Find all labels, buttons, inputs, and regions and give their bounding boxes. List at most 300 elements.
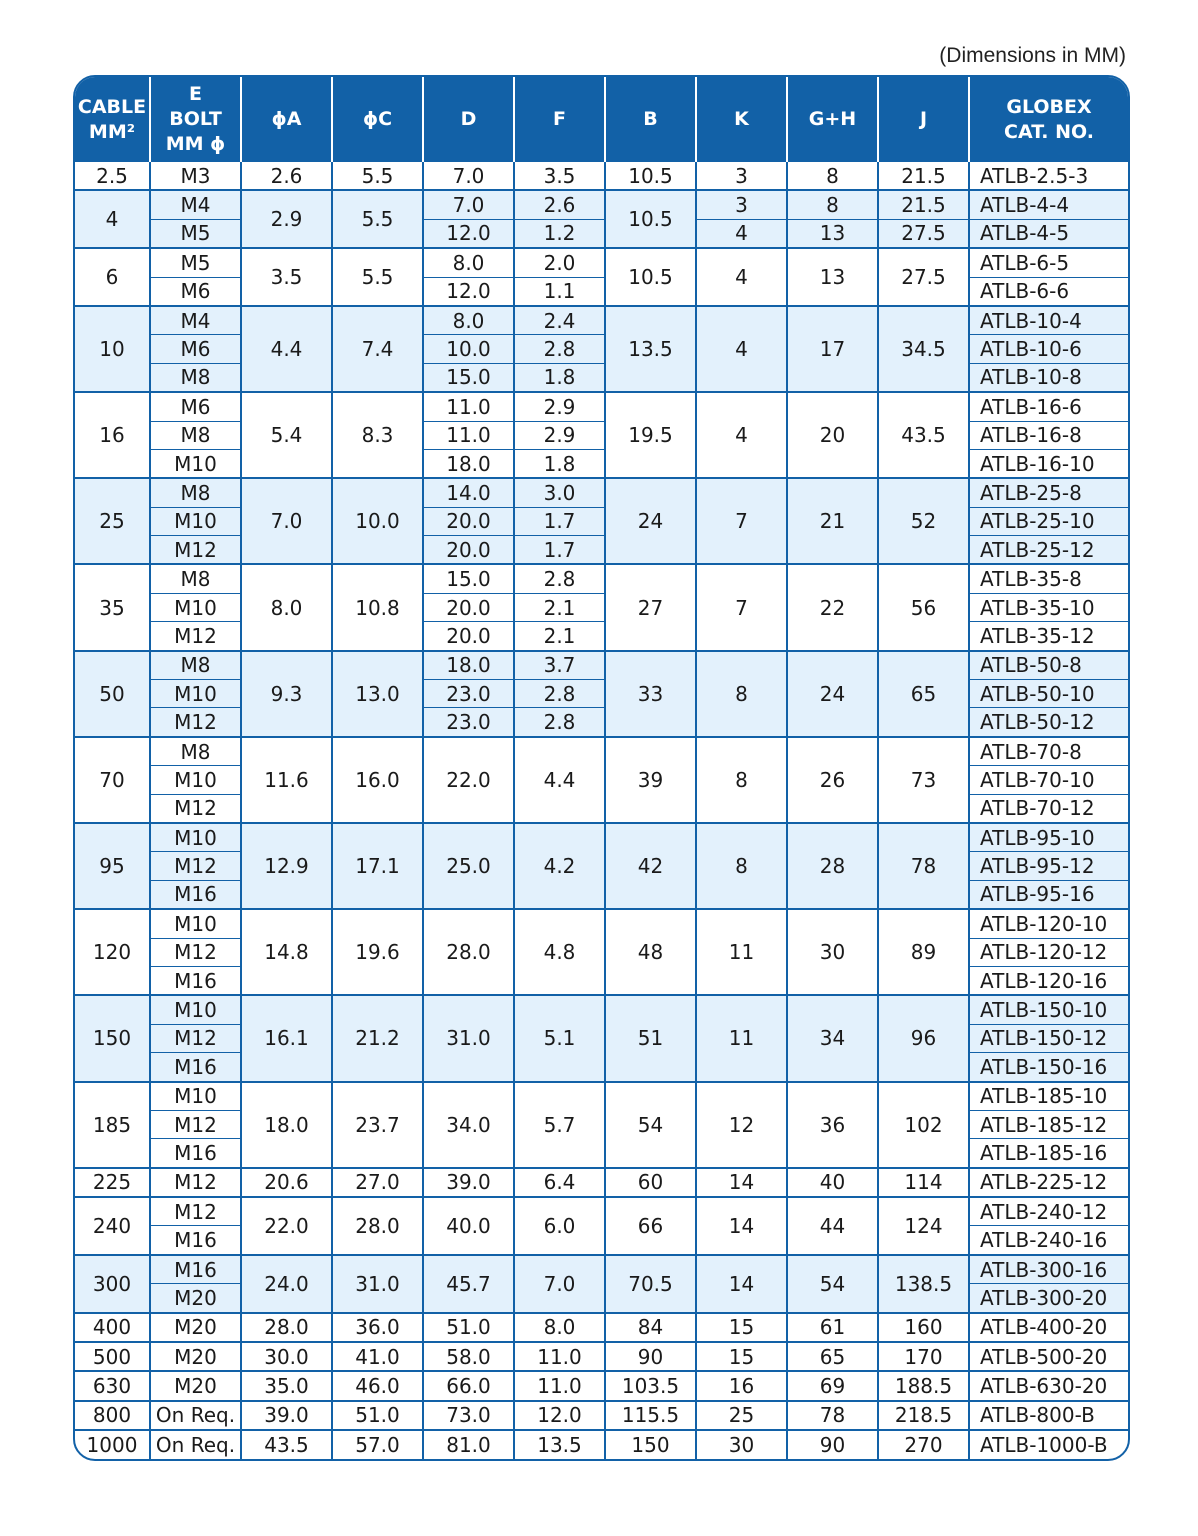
phi-a-cell: 35.0 [241,1371,332,1400]
g-h-cell: 36 [787,1082,878,1168]
b-cell: 90 [605,1342,696,1371]
b-cell: 10.5 [605,190,696,248]
b-cell: 13.5 [605,306,696,392]
j-cell: 27.5 [878,248,969,306]
f-cell: 4.4 [514,737,605,823]
phi-a-cell: 30.0 [241,1342,332,1371]
cable-cell: 150 [75,995,150,1081]
table-row [75,823,1128,852]
bolt-cell: M10 [150,823,241,852]
table-row [75,536,1128,565]
phi-c-cell: 57.0 [332,1430,423,1458]
b-cell: 39 [605,737,696,823]
b-cell: 10.5 [605,162,696,190]
table-row [75,622,1128,651]
header-line: B [643,108,658,130]
header-b [605,77,696,162]
g-h-cell: 34 [787,995,878,1081]
cable-cell: 50 [75,651,150,737]
k-cell: 8 [696,823,787,909]
table-row [75,1168,1128,1197]
g-h-cell: 65 [787,1342,878,1371]
phi-c-cell: 28.0 [332,1197,423,1255]
phi-c-cell: 13.0 [332,651,423,737]
cat-no-cell: ATLB-150-16 [969,1053,1128,1082]
b-cell: 54 [605,1082,696,1168]
cat-no-cell: ATLB-120-12 [969,938,1128,966]
cat-no-cell: ATLB-25-8 [969,478,1128,507]
k-cell: 3 [696,162,787,190]
g-h-cell: 61 [787,1313,878,1342]
f-cell: 5.7 [514,1082,605,1168]
header-line: CAT. NO. [1004,120,1094,143]
j-cell: 96 [878,995,969,1081]
table-row [75,737,1128,766]
d-cell: 81.0 [423,1430,514,1458]
b-cell: 10.5 [605,248,696,306]
table-row [75,1342,1128,1371]
cat-no-cell: ATLB-6-5 [969,248,1128,277]
b-cell: 103.5 [605,1371,696,1400]
d-cell: 40.0 [423,1197,514,1255]
cat-no-cell: ATLB-35-10 [969,593,1128,621]
k-cell: 4 [696,306,787,392]
table-row [75,1430,1128,1458]
dimensions-table-frame [73,75,1130,1461]
bolt-cell: M12 [150,852,241,880]
cat-no-cell: ATLB-35-12 [969,622,1128,651]
bolt-cell: M6 [150,335,241,363]
cat-no-cell: ATLB-300-20 [969,1284,1128,1313]
g-h-cell: 26 [787,737,878,823]
bolt-cell: M20 [150,1284,241,1313]
cat-no-cell: ATLB-10-4 [969,306,1128,335]
d-cell: 12.0 [423,277,514,306]
table-row [75,335,1128,363]
table-row [75,449,1128,478]
f-cell: 12.0 [514,1401,605,1430]
d-cell: 28.0 [423,909,514,995]
j-cell: 270 [878,1430,969,1458]
phi-a-cell: 14.8 [241,909,332,995]
phi-c-cell: 8.3 [332,392,423,478]
cat-no-cell: ATLB-6-6 [969,277,1128,306]
cat-no-cell: ATLB-240-12 [969,1197,1128,1226]
cable-cell: 800 [75,1401,150,1430]
table-row [75,478,1128,507]
cat-no-cell: ATLB-95-16 [969,880,1128,909]
j-cell: 78 [878,823,969,909]
table-row [75,651,1128,680]
d-cell: 39.0 [423,1168,514,1197]
d-cell: 20.0 [423,593,514,621]
bolt-cell: M8 [150,478,241,507]
f-cell: 4.2 [514,823,605,909]
cat-no-cell: ATLB-35-8 [969,564,1128,593]
phi-c-cell: 31.0 [332,1255,423,1313]
header-line: MM² [88,120,136,143]
cat-no-cell: ATLB-16-8 [969,421,1128,449]
bolt-cell: M10 [150,449,241,478]
d-cell: 12.0 [423,219,514,248]
k-cell: 4 [696,219,787,248]
cat-no-cell: ATLB-16-6 [969,392,1128,421]
cat-no-cell: ATLB-25-12 [969,536,1128,565]
k-cell: 30 [696,1430,787,1458]
table-row [75,392,1128,421]
phi-a-cell: 2.9 [241,190,332,248]
g-h-cell: 30 [787,909,878,995]
d-cell: 11.0 [423,392,514,421]
cat-no-cell: ATLB-2.5-3 [969,162,1128,190]
k-cell: 11 [696,995,787,1081]
d-cell: 10.0 [423,335,514,363]
header-phi-a [241,77,332,162]
phi-a-cell: 39.0 [241,1401,332,1430]
cat-no-cell: ATLB-630-20 [969,1371,1128,1400]
header-line: D [460,108,477,130]
header-g-h [787,77,878,162]
cat-no-cell: ATLB-70-12 [969,794,1128,823]
k-cell: 15 [696,1313,787,1342]
f-cell: 1.8 [514,363,605,392]
bolt-cell: M10 [150,909,241,938]
f-cell: 1.7 [514,536,605,565]
k-cell: 14 [696,1168,787,1197]
cable-cell: 300 [75,1255,150,1313]
bolt-cell: M16 [150,966,241,995]
bolt-cell: M12 [150,938,241,966]
cat-no-cell: ATLB-800-B [969,1401,1128,1430]
table-row [75,995,1128,1024]
table-row [75,1197,1128,1226]
g-h-cell: 28 [787,823,878,909]
header-line: ϕA [271,108,302,130]
f-cell: 2.8 [514,564,605,593]
table-row [75,1082,1128,1111]
table-row [75,593,1128,621]
phi-a-cell: 7.0 [241,478,332,564]
k-cell: 4 [696,392,787,478]
header-k [696,77,787,162]
phi-a-cell: 12.9 [241,823,332,909]
bolt-cell: M12 [150,536,241,565]
bolt-cell: M8 [150,737,241,766]
f-cell: 2.1 [514,593,605,621]
d-cell: 23.0 [423,708,514,737]
d-cell: 18.0 [423,449,514,478]
phi-c-cell: 27.0 [332,1168,423,1197]
cable-cell: 500 [75,1342,150,1371]
g-h-cell: 54 [787,1255,878,1313]
cat-no-cell: ATLB-150-12 [969,1024,1128,1052]
bolt-cell: M20 [150,1371,241,1400]
header-bolt [150,77,241,162]
cat-no-cell: ATLB-1000-B [980,1432,1108,1457]
bolt-cell: M16 [150,880,241,909]
cat-no-cell: ATLB-95-10 [969,823,1128,852]
phi-c-cell: 41.0 [332,1342,423,1371]
d-cell: 11.0 [423,421,514,449]
f-cell: 2.8 [514,335,605,363]
bolt-cell: M20 [150,1342,241,1371]
d-cell: 73.0 [423,1401,514,1430]
phi-a-cell: 18.0 [241,1082,332,1168]
f-cell: 13.5 [514,1430,605,1458]
cat-no-cell: ATLB-225-12 [969,1168,1128,1197]
k-cell: 12 [696,1082,787,1168]
d-cell: 8.0 [423,306,514,335]
cat-no-cell: ATLB-150-10 [969,995,1128,1024]
g-h-cell: 21 [787,478,878,564]
j-cell: 89 [878,909,969,995]
d-cell: 20.0 [423,507,514,535]
g-h-cell: 20 [787,392,878,478]
b-cell: 51 [605,995,696,1081]
cable-cell: 10 [75,306,150,392]
phi-a-cell: 43.5 [241,1430,332,1458]
phi-c-cell: 7.4 [332,306,423,392]
cat-no-cell: ATLB-4-5 [969,219,1128,248]
bolt-cell: M4 [150,306,241,335]
j-cell: 56 [878,564,969,650]
k-cell: 14 [696,1255,787,1313]
header-line: BOLT [169,108,222,130]
bolt-cell: M10 [150,593,241,621]
b-cell: 115.5 [605,1401,696,1430]
j-cell: 21.5 [878,190,969,219]
d-cell: 25.0 [423,823,514,909]
cat-no-cell: ATLB-95-12 [969,852,1128,880]
bolt-cell: M3 [150,162,241,190]
header-line: F [553,108,566,130]
g-h-cell: 78 [787,1401,878,1430]
phi-c-cell: 5.5 [332,162,423,190]
header-line: G+H [808,108,857,130]
b-cell: 150 [605,1430,696,1458]
bolt-cell: M10 [150,1082,241,1111]
phi-a-cell: 22.0 [241,1197,332,1255]
phi-a-cell: 5.4 [241,392,332,478]
f-cell: 3.0 [514,478,605,507]
header-line: E [189,83,202,105]
header-d [423,77,514,162]
cable-cell: 185 [75,1082,150,1168]
bolt-cell: M5 [150,248,241,277]
header-j [878,77,969,162]
k-cell: 15 [696,1342,787,1371]
j-cell: 188.5 [878,1371,969,1400]
f-cell: 2.6 [514,190,605,219]
bolt-cell: M16 [150,1255,241,1284]
table-row [75,507,1128,535]
phi-c-cell: 19.6 [332,909,423,995]
phi-c-cell: 5.5 [332,248,423,306]
f-cell: 6.4 [514,1168,605,1197]
phi-c-cell: 36.0 [332,1313,423,1342]
f-cell: 3.7 [514,651,605,680]
dimensions-table [75,77,1128,1459]
bolt-cell: M6 [150,277,241,306]
f-cell: 2.9 [514,392,605,421]
f-cell: 6.0 [514,1197,605,1255]
f-cell: 1.7 [514,507,605,535]
bolt-cell: M16 [150,1139,241,1168]
header-cat-no [969,77,1128,162]
f-cell: 1.1 [514,277,605,306]
bolt-cell: M4 [150,190,241,219]
cat-no-cell: ATLB-500-20 [969,1342,1128,1371]
f-cell: 1.8 [514,449,605,478]
d-cell: 7.0 [423,162,514,190]
cat-no-cell: ATLB-70-10 [969,766,1128,794]
phi-c-cell: 51.0 [332,1401,423,1430]
b-cell: 66 [605,1197,696,1255]
d-cell: 18.0 [423,651,514,680]
header-line: ϕC [362,108,393,130]
d-cell: 14.0 [423,478,514,507]
k-cell: 3 [696,190,787,219]
bolt-cell: M16 [150,1053,241,1082]
cable-cell: 95 [75,823,150,909]
j-cell: 160 [878,1313,969,1342]
j-cell: 34.5 [878,306,969,392]
phi-c-cell: 16.0 [332,737,423,823]
d-cell: 7.0 [423,190,514,219]
b-cell: 19.5 [605,392,696,478]
phi-c-cell: 10.0 [332,478,423,564]
cat-no-cell: ATLB-50-10 [969,680,1128,708]
cable-cell: 240 [75,1197,150,1255]
g-h-cell: 13 [787,219,878,248]
cable-cell: 16 [75,392,150,478]
phi-a-cell: 8.0 [241,564,332,650]
k-cell: 11 [696,909,787,995]
b-cell: 33 [605,651,696,737]
table-row [75,421,1128,449]
g-h-cell: 40 [787,1168,878,1197]
bolt-cell: On Req. [150,1401,241,1430]
table-row [75,1371,1128,1400]
bolt-cell: M16 [150,1226,241,1255]
f-cell: 2.1 [514,622,605,651]
g-h-cell: 44 [787,1197,878,1255]
header-line: K [734,108,749,130]
f-cell: 5.1 [514,995,605,1081]
bolt-cell: M12 [150,1197,241,1226]
cat-no-cell: ATLB-10-6 [969,335,1128,363]
header-line: MM ϕ [165,133,226,155]
cat-no-cell: ATLB-185-10 [969,1082,1128,1111]
f-cell: 2.4 [514,306,605,335]
bolt-cell: M6 [150,392,241,421]
bolt-cell: M5 [150,219,241,248]
cable-cell: 225 [75,1168,150,1197]
b-cell: 84 [605,1313,696,1342]
cat-no-cell: ATLB-300-16 [969,1255,1128,1284]
j-cell: 218.5 [878,1401,969,1430]
bolt-cell: M8 [150,363,241,392]
table-row [75,306,1128,335]
cat-no-cell: ATLB-120-10 [969,909,1128,938]
header-f [514,77,605,162]
cat-no-cell: ATLB-25-10 [969,507,1128,535]
bolt-cell: M12 [150,1110,241,1138]
j-cell: 52 [878,478,969,564]
table-body [75,162,1128,1459]
j-cell: 138.5 [878,1255,969,1313]
j-cell: 65 [878,651,969,737]
phi-a-cell: 24.0 [241,1255,332,1313]
bolt-cell: M8 [150,421,241,449]
cat-no-cell: ATLB-4-4 [969,190,1128,219]
phi-c-cell: 10.8 [332,564,423,650]
k-cell: 16 [696,1371,787,1400]
b-cell: 27 [605,564,696,650]
table-row [75,162,1128,190]
bolt-cell: On Req. [150,1430,241,1458]
cat-no-cell: ATLB-50-8 [969,651,1128,680]
d-cell: 20.0 [423,622,514,651]
f-cell: 4.8 [514,909,605,995]
header-line: GLOBEX [1006,95,1092,118]
cat-no-cell: ATLB-50-12 [969,708,1128,737]
bolt-cell: M10 [150,995,241,1024]
cable-cell: 1000 [75,1430,150,1458]
bolt-cell: M12 [150,1168,241,1197]
d-cell: 20.0 [423,536,514,565]
phi-a-cell: 16.1 [241,995,332,1081]
f-cell: 2.8 [514,680,605,708]
d-cell: 66.0 [423,1371,514,1400]
table-row [75,1313,1128,1342]
k-cell: 8 [696,651,787,737]
d-cell: 15.0 [423,363,514,392]
bolt-cell: M10 [150,680,241,708]
k-cell: 8 [696,737,787,823]
cat-no-cell: ATLB-185-12 [969,1110,1128,1138]
cable-cell: 120 [75,909,150,995]
cable-cell: 25 [75,478,150,564]
phi-c-cell: 17.1 [332,823,423,909]
g-h-cell: 13 [787,248,878,306]
phi-a-cell: 20.6 [241,1168,332,1197]
f-cell: 11.0 [514,1342,605,1371]
f-cell: 2.8 [514,708,605,737]
bolt-cell: M12 [150,794,241,823]
j-cell: 27.5 [878,219,969,248]
k-cell: 25 [696,1401,787,1430]
table-row [75,190,1128,219]
header-line: J [919,108,928,130]
cat-no-cell: ATLB-10-8 [969,363,1128,392]
cat-no-cell: ATLB-70-8 [969,737,1128,766]
cat-no-cell: ATLB-185-16 [969,1139,1128,1168]
b-cell: 24 [605,478,696,564]
table-row [75,363,1128,392]
k-cell: 14 [696,1197,787,1255]
table-row [75,219,1128,248]
table-row [75,708,1128,737]
cat-no-cell: ATLB-120-16 [969,966,1128,995]
bolt-cell: M12 [150,622,241,651]
d-cell: 8.0 [423,248,514,277]
f-cell: 3.5 [514,162,605,190]
f-cell: 2.0 [514,248,605,277]
g-h-cell: 90 [787,1430,878,1458]
d-cell: 51.0 [423,1313,514,1342]
f-cell: 8.0 [514,1313,605,1342]
